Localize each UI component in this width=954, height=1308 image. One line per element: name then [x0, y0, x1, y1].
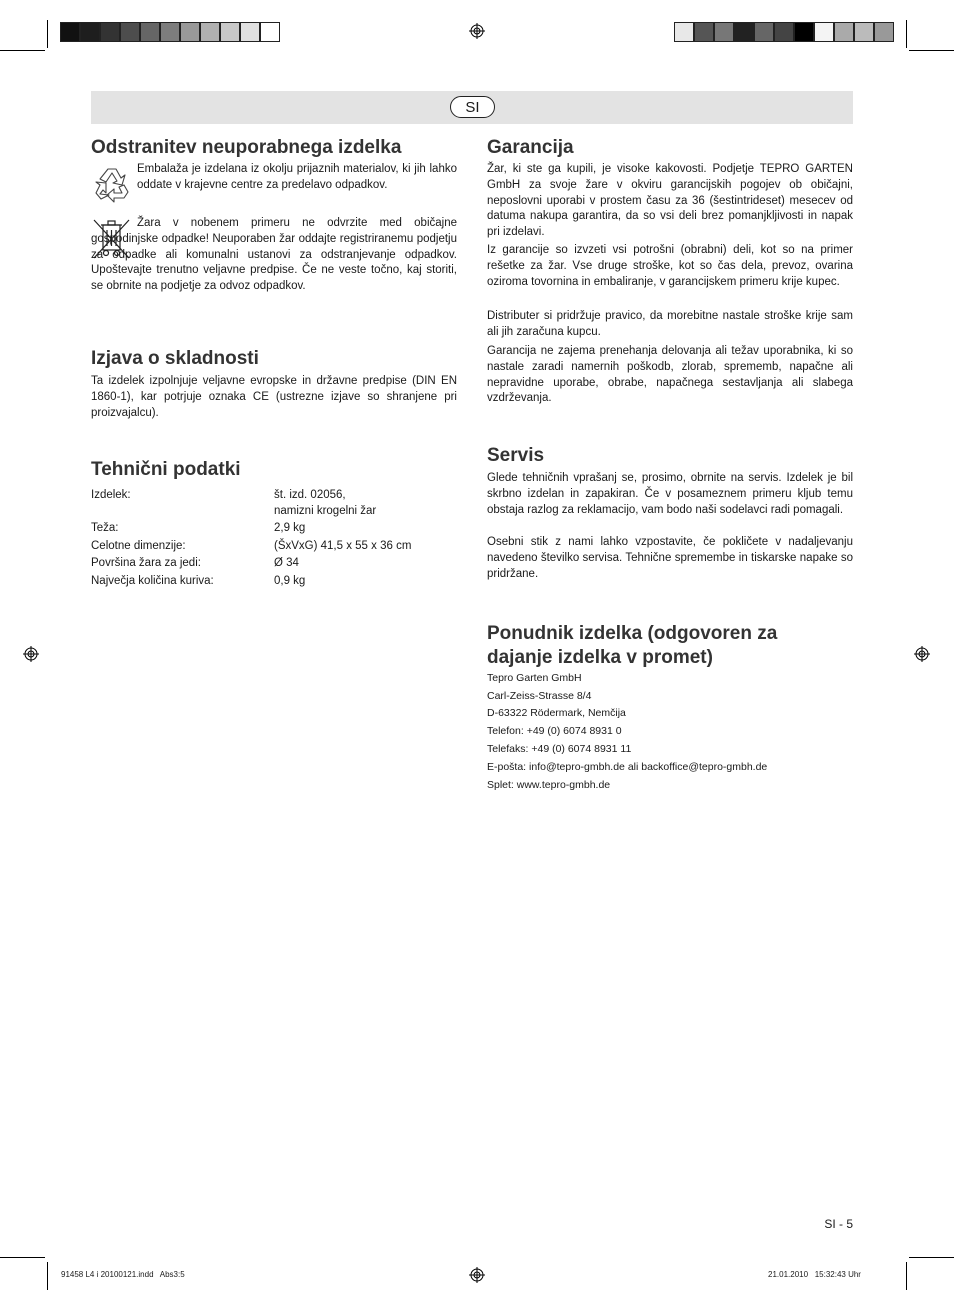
tech-label: Največja količina kuriva: — [91, 575, 214, 587]
supplier-line: Telefaks: +49 (0) 6074 8931 11 — [487, 743, 632, 755]
supplier-title-line-1: Ponudnik izdelka (odgovoren za — [487, 623, 778, 644]
language-badge: SI — [450, 96, 495, 118]
page-number: SI - 5 — [824, 1217, 853, 1231]
registration-mark-icon — [914, 646, 930, 662]
supplier-line: Telefon: +49 (0) 6074 8931 0 — [487, 725, 622, 737]
tech-value: 0,9 kg — [274, 575, 306, 587]
tech-label: Površina žara za jedi: — [91, 557, 201, 569]
disposal-title: Odstranitev neuporabnega izdelka — [91, 137, 402, 158]
warranty-text-1: Žar, ki ste ga kupili, je visoke kakovosti. Podjetje TEPRO GARTEN GmbH za svoje žare v okviru garancijskih pogojev ob običajni, neposlovni uporabi v prostem času za 36 (šestintrideset) mesecev od datuma nakupa garantira, da so vsi deli brez pomanjkljivosti in napak pri izdelavi. — [487, 163, 853, 239]
recycle-icon — [91, 163, 133, 205]
warranty-text-2: Iz garancije so izvzeti vsi potrošni (obrabni) deli, kot so na primer rešetke za žar. Vse druge stroške, kot so čas dela, prevoz, ovarina oziroma tovornina in embaliranje, v garancijskem primeru krije kupec. — [487, 244, 853, 288]
slug-date-info: 21.01.2010 15:32:43 Uhr — [768, 1270, 861, 1279]
tech-value: 2,9 kg — [274, 522, 306, 534]
supplier-line: Tepro Garten GmbH — [487, 672, 582, 684]
registration-mark-icon — [469, 1267, 485, 1283]
service-text-1: Glede tehničnih vprašanj se, prosimo, obrnite na servis. Izdelek je bil skrbno izdelan in zapakiran. Če v posameznem primeru kljub temu obstaja razlog za reklamacijo, vam bodo naši sodelavci radi pomagali. — [487, 472, 853, 516]
tech-value: št. izd. 02056, — [274, 489, 346, 501]
disposal-grill-text: Žara v nobenem primeru ne odvrzite med običajne gospodinjske odpadke! Neuporaben žar oddajte registriranemu podjetju za odpadke ali komunalni ustanovi za odstranjevanje odpadkov. Upoštevajte trenutno veljavne predpise. Če ne veste točno, kaj storiti, se obrnite na podjetje za odvoz odpadkov. — [91, 217, 457, 293]
registration-mark-icon — [23, 646, 39, 662]
tech-value: namizni krogelni žar — [274, 505, 377, 517]
tech-value: (ŠxVxG) 41,5 x 55 x 36 cm — [274, 540, 412, 552]
warranty-text-4: Garancija ne zajema prenehanja delovanja ali težav uporabnika, ki so nastale zaradi namernih poškodb, zlorab, sprememb, napačne ali nepravidne uporabe, obrabe, napačnega sestavljanja ali slabega vzdrževanja. — [487, 345, 853, 405]
conformity-text: Ta izdelek izpolnjuje veljavne evropske in državne predpise (DIN EN 1860-1), kar potrjuje oznaka CE (ustrezne izjave so shranjene pri proizvajalcu). — [91, 375, 457, 419]
supplier-line: D-63322 Rödermark, Nemčija — [487, 707, 626, 719]
registration-mark-icon — [469, 23, 485, 39]
conformity-title: Izjava o skladnosti — [91, 348, 259, 369]
warranty-text-3: Distributer si pridržuje pravico, da morebitne nastale stroške krije sam ali jih zaračuna kupcu. — [487, 310, 853, 338]
tech-label: Teža: — [91, 522, 119, 534]
slug-file-info: 91458 L4 i 20100121.indd Abs3:5 — [61, 1270, 185, 1279]
tech-value: Ø 34 — [274, 557, 299, 569]
disposal-packaging-text: Embalaža je izdelana iz okolju prijaznih materialov, ki jih lahko oddate v krajevne centre za predelavo odpadkov. — [137, 163, 457, 191]
supplier-line: Splet: www.tepro-gmbh.de — [487, 779, 611, 791]
service-text-2: Osebni stik z nami lahko vzpostavite, če pokličete v nadaljevanju navedeno številko servisa. Tehnične spremembe in tiskarske napake so pridržane. — [487, 536, 853, 580]
warranty-title: Garancija — [487, 137, 574, 158]
tech-label: Celotne dimenzije: — [91, 540, 186, 552]
supplier-title-line-2: dajanje izdelka v promet) — [487, 647, 713, 668]
tech-title: Tehnični podatki — [91, 459, 241, 480]
supplier-line: Carl-Zeiss-Strasse 8/4 — [487, 690, 592, 702]
service-title: Servis — [487, 445, 545, 466]
supplier-line: E-pošta: info@tepro-gmbh.de ali backoffice@tepro-gmbh.de — [487, 761, 768, 773]
tech-label: Izdelek: — [91, 489, 131, 501]
